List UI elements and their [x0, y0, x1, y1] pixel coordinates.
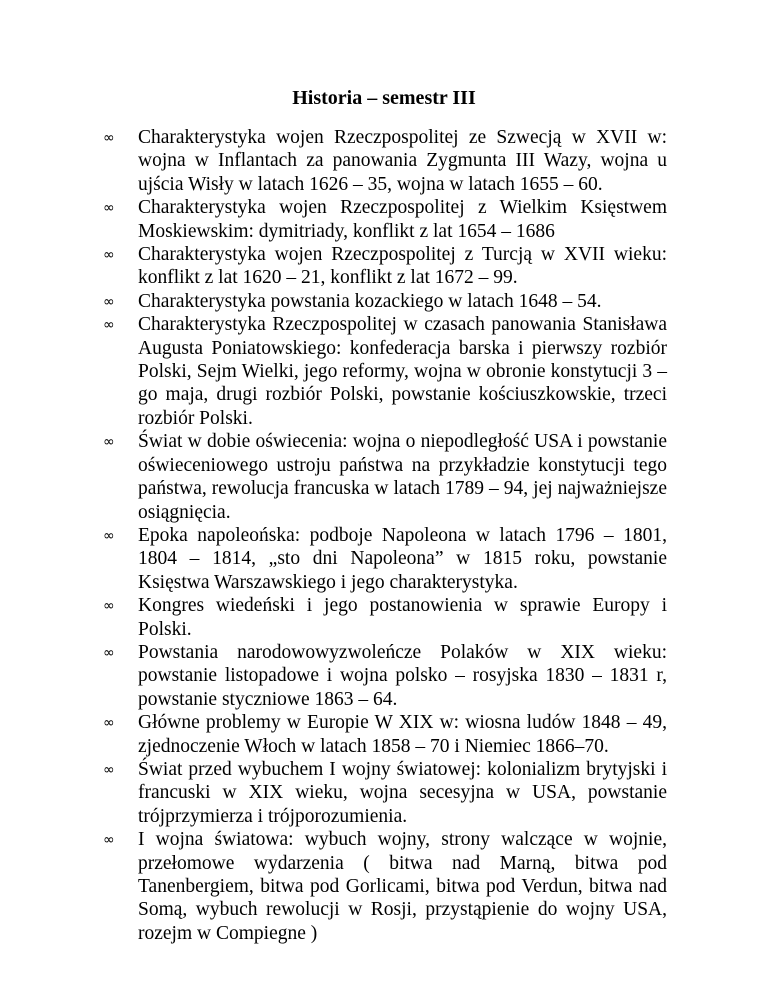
- topic-text: Główne problemy w Europie W XIX w: wiosna ludów 1848 – 49, zjednoczenie Włoch w latach 1858 – 70 i Niemiec 1866–70.: [138, 712, 667, 757]
- topic-text: Charakterystyka wojen Rzeczpospolitej ze Szwecją w XVII w: wojna w Inflantach za panowania Zygmunta III Wazy, wojna u ujścia Wisły w latach 1626 – 35, wojna w latach 1655 – 60.: [138, 127, 667, 195]
- topic-text: Charakterystyka wojen Rzeczpospolitej z Wielkim Księstwem Moskiewskim: dymitriady, konflikt z lat 1654 – 1686: [138, 197, 667, 242]
- topic-text: Świat przed wybuchem I wojny światowej: kolonializm brytyjski i francuski w XIX wieku, wojna secesyjna w USA, powstanie trójprzymierza i trójporozumienia.: [138, 758, 667, 827]
- infinity-bullet-icon: ∞: [103, 598, 115, 615]
- topic-item: [103, 196, 667, 243]
- infinity-bullet-icon: ∞: [103, 832, 115, 849]
- topic-text: Charakterystyka powstania kozackiego w latach 1648 – 54.: [138, 290, 602, 312]
- topic-text: Epoka napoleońska: podboje Napoleona w latach 1796 – 1801, 1804 – 1814, „sto dni Napoleona” w 1815 roku, powstanie Księstwa Warszawskiego i jego charakterystyka.: [138, 524, 667, 593]
- topic-text: Powstania narodowowyzwoleńcze Polaków w XIX wieku: powstanie listopadowe i wojna polsko – rosyjska 1830 – 1831 r, powstanie styczniowe 1863 – 64.: [138, 641, 667, 710]
- topic-text: Charakterystyka Rzeczpospolitej w czasach panowania Stanisława Augusta Poniatowskiego: konfederacja barska i pierwszy rozbiór Polski, Sejm Wielki, jego reformy, wojna w obronie konstytucji 3 – go maja, drugi rozbiór Polski, powstanie kościuszkowskie, trzeci rozbiór Polski.: [138, 314, 667, 429]
- topic-item: [103, 524, 667, 594]
- infinity-bullet-icon: ∞: [103, 644, 115, 661]
- infinity-bullet-icon: ∞: [103, 293, 115, 310]
- topic-text: Charakterystyka wojen Rzeczpospolitej z Turcją w XVII wieku: konflikt z lat 1620 – 21, konflikt z lat 1672 – 99.: [138, 244, 667, 289]
- topic-item: [103, 313, 667, 430]
- infinity-bullet-icon: ∞: [103, 130, 115, 146]
- topic-text: I wojna światowa: wybuch wojny, strony walczące w wojnie, przełomowe wydarzenia ( bitwa nad Marną, bitwa pod Tanenbergiem, bitwa pod Gorlicami, bitwa pod Verdun, bitwa nad Somą, wybuch rewolucji w Rosji, przystąpienie do wojny USA, rozejm w Compiegne ): [138, 829, 667, 944]
- topic-text: Świat w dobie oświecenia: wojna o niepodległość USA i powstanie oświeceniowego ustroju państwa na przykładzie konstytucji tego państwa, rewolucja francuska w latach 1789 – 94, jej najważniejsze osiągnięcia.: [138, 431, 667, 523]
- topic-item: [103, 594, 667, 641]
- document-title: Historia – semestr III: [292, 87, 476, 109]
- topic-item: [103, 126, 667, 196]
- topic-item: [103, 290, 667, 313]
- topic-item: [103, 641, 667, 711]
- infinity-bullet-icon: ∞: [103, 715, 115, 732]
- topic-item: [103, 430, 667, 524]
- topic-list: [103, 126, 667, 945]
- topic-text: Kongres wiedeński i jego postanowienia w sprawie Europy i Polski.: [138, 595, 667, 640]
- topic-item: [103, 711, 667, 758]
- topic-item: [103, 758, 667, 828]
- topic-item: [103, 828, 667, 945]
- topic-item: [103, 243, 667, 290]
- infinity-bullet-icon: ∞: [103, 317, 115, 334]
- infinity-bullet-icon: ∞: [103, 434, 115, 451]
- infinity-bullet-icon: ∞: [103, 761, 115, 778]
- infinity-bullet-icon: ∞: [103, 527, 115, 544]
- infinity-bullet-icon: ∞: [103, 247, 115, 264]
- infinity-bullet-icon: ∞: [103, 200, 115, 217]
